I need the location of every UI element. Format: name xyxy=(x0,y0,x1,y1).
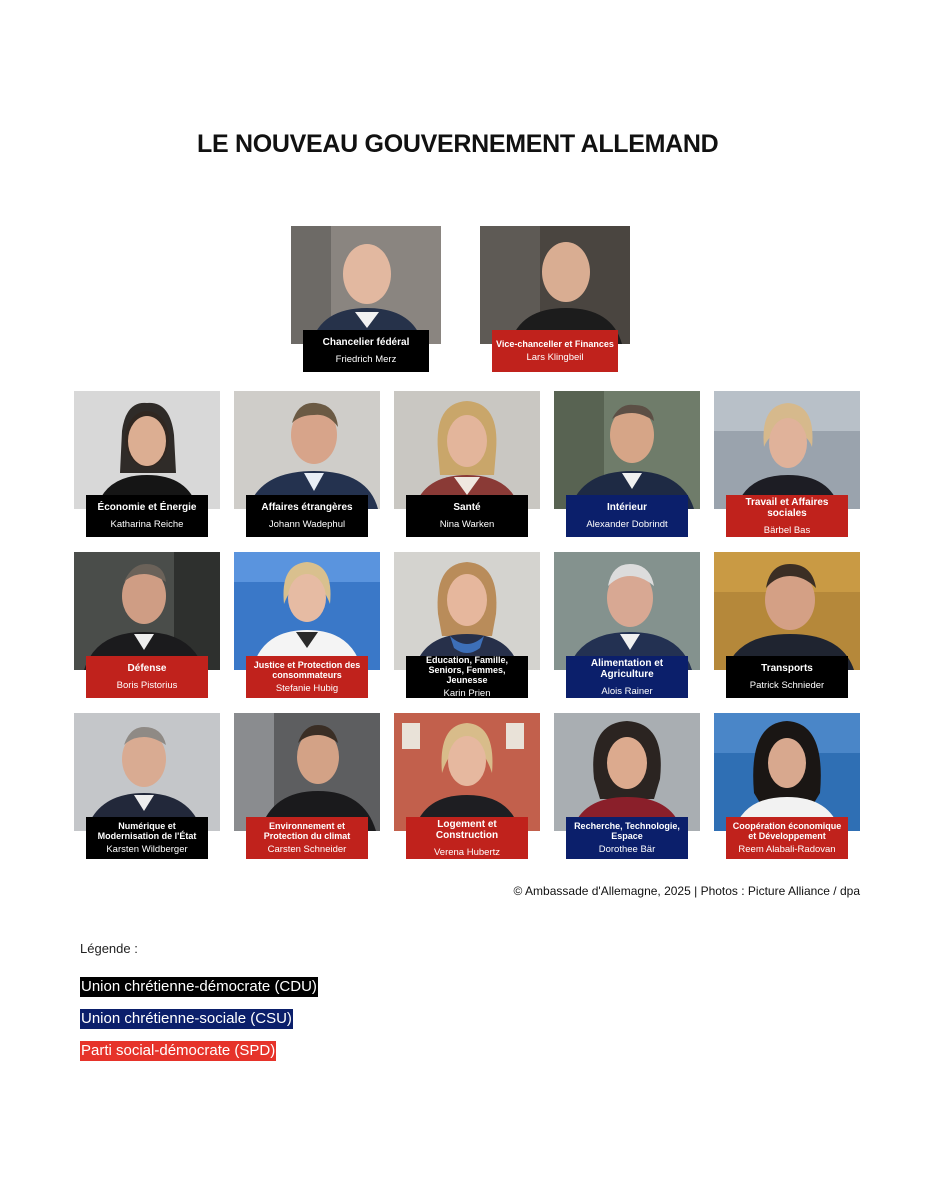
minister-card xyxy=(554,391,700,537)
portrait-photo xyxy=(714,713,860,831)
legend-item-spd: Parti social-démocrate (SPD) xyxy=(81,1042,276,1059)
minister-card xyxy=(394,391,540,537)
minister-card xyxy=(234,391,380,537)
role-label: Alimentation et Agriculture Alois Rainer xyxy=(566,656,688,698)
portrait-photo xyxy=(554,552,700,670)
role-label: Intérieur Alexander Dobrindt xyxy=(566,495,688,537)
page-title: LE NOUVEAU GOUVERNEMENT ALLEMAND xyxy=(197,130,719,158)
portrait-photo xyxy=(554,391,700,509)
role-label: Environnement et Protection du climat Carsten Schneider xyxy=(246,817,368,859)
role-label: Travail et Affaires sociales Bärbel Bas xyxy=(726,495,848,537)
role-label: Défense Boris Pistorius xyxy=(86,656,208,698)
minister-card-vice-chancellor xyxy=(480,226,630,372)
role-label: Économie et Énergie Katharina Reiche xyxy=(86,495,208,537)
role-label: Numérique et Modernisation de l'État Karsten Wildberger xyxy=(86,817,208,859)
photo-credit: © Ambassade d'Allemagne, 2025 | Photos : Picture Alliance / dpa xyxy=(513,884,860,898)
minister-card xyxy=(74,552,220,698)
portrait-photo xyxy=(234,552,380,670)
portrait-photo xyxy=(74,713,220,831)
portrait-photo xyxy=(394,552,540,670)
portrait-photo xyxy=(480,226,630,344)
portrait-photo xyxy=(291,226,441,344)
portrait-photo xyxy=(714,391,860,509)
minister-card-chancellor xyxy=(291,226,441,372)
portrait-photo xyxy=(554,713,700,831)
role-label: Justice et Protection des consommateurs Stefanie Hubig xyxy=(246,656,368,698)
minister-card xyxy=(74,391,220,537)
minister-card xyxy=(554,552,700,698)
role-label: Vice-chanceller et Finances Lars Klingbeil xyxy=(492,330,618,372)
role-label: Transports Patrick Schnieder xyxy=(726,656,848,698)
portrait-photo xyxy=(714,552,860,670)
role-label: Santé Nina Warken xyxy=(406,495,528,537)
role-label: Coopération économique et Développement Reem Alabali-Radovan xyxy=(726,817,848,859)
portrait-photo xyxy=(234,713,380,831)
legend-item-csu: Union chrétienne-sociale (CSU) xyxy=(81,1010,292,1027)
portrait-photo xyxy=(394,391,540,509)
legend-item-cdu: Union chrétienne-démocrate (CDU) xyxy=(81,978,317,995)
minister-card xyxy=(234,713,380,859)
role-label: Affaires étrangères Johann Wadephul xyxy=(246,495,368,537)
minister-card xyxy=(394,713,540,859)
role-label: Recherche, Technologie, Espace Dorothee Bär xyxy=(566,817,688,859)
minister-card xyxy=(234,552,380,698)
portrait-photo xyxy=(234,391,380,509)
role-label: Chancelier fédéral Friedrich Merz xyxy=(303,330,429,372)
portrait-photo xyxy=(394,713,540,831)
minister-card xyxy=(714,391,860,537)
portrait-photo xyxy=(74,391,220,509)
role-label: Logement et Construction Verena Hubertz xyxy=(406,817,528,859)
minister-card xyxy=(394,552,540,698)
minister-card xyxy=(554,713,700,859)
portrait-photo xyxy=(74,552,220,670)
minister-card xyxy=(74,713,220,859)
role-label: Education, Famille, Seniors, Femmes, Jeunesse Karin Prien xyxy=(406,656,528,698)
legend-title: Légende : xyxy=(80,941,138,956)
minister-card xyxy=(714,713,860,859)
minister-card xyxy=(714,552,860,698)
